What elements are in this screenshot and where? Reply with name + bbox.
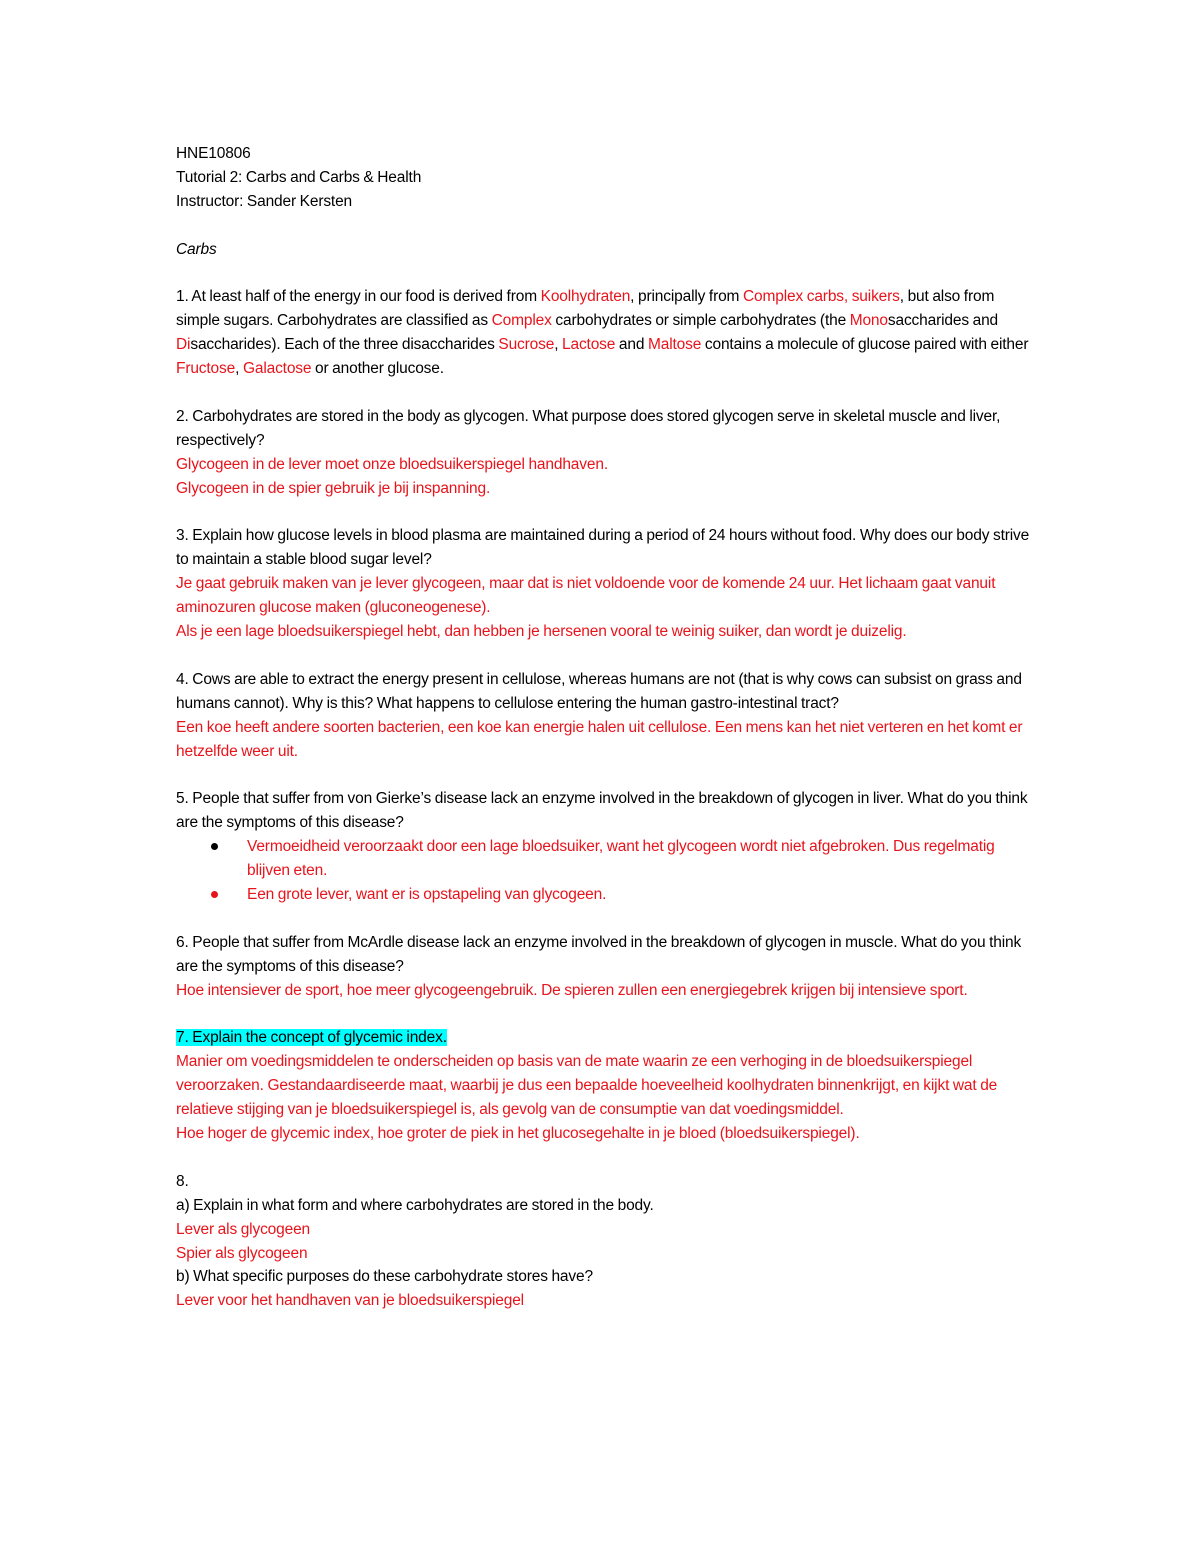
answer-5-list	[176, 835, 1036, 907]
question-8a: a) Explain in what form and where carbohydrates are stored in the body.	[176, 1196, 654, 1214]
answer-3-line: Als je een lage bloedsuikerspiegel hebt, dan hebben je hersenen vooral te weinig suiker, dan wordt je duizelig.	[176, 623, 907, 641]
answer-1f: Sucrose	[498, 336, 555, 354]
answer-1j: Galactose	[242, 360, 312, 378]
bullet-icon	[211, 891, 218, 898]
answer-3-line: Je gaat gebruik maken van je lever glycogeen, maar dat is niet voldoende voor de komende 24 uur. Het lichaam gaat vanuit aminozuren glucose maken (gluconeogenese).	[176, 575, 996, 617]
answer-7-line: Manier om voedingsmiddelen te onderscheiden op basis van de mate waarin ze een verhoging in de bloedsuikerspiegel veroorzaken. Gestandaardiseerde maat, waarbij je dus een bepaalde hoeveelheid koolhydraten binnenkrijgt, en kijkt wat de relatieve stijging van je bloedsuikerspiegel is, als gevolg van de consumptie van dat voedingsmiddel.	[176, 1053, 998, 1119]
answer-8a-line: Spier als glycogeen	[176, 1244, 308, 1262]
answer-1i: Fructose	[176, 360, 236, 378]
answer-1a: Koolhydraten	[540, 288, 631, 306]
list-item: Een grote lever, want er is opstapeling van glycogeen.	[176, 883, 1036, 907]
answer-4: Een koe heeft andere soorten bacterien, een koe kan energie halen uit cellulose. Een mens kan het niet verteren en het komt er hetzelfde weer uit.	[176, 718, 1023, 760]
question-6: 6. People that suffer from McArdle disease lack an enzyme involved in the breakdown of glycogen in muscle. What do you think are the symptoms of this disease?	[176, 933, 1022, 975]
section-heading: Carbs	[176, 240, 217, 258]
question-4: 4. Cows are able to extract the energy present in cellulose, whereas humans are not (that is why cows can subsist on grass and humans cannot). Why is this? What happens to cellulose entering the human gastro-intestinal tract?	[176, 670, 1022, 712]
answer-8b: Lever voor het handhaven van je bloedsuikerspiegel	[176, 1292, 524, 1310]
question-5: 5. People that suffer from von Gierke’s disease lack an enzyme involved in the breakdown of glycogen in liver. What do you think are the symptoms of this disease?	[176, 790, 1028, 832]
question-8b: b) What specific purposes do these carbohydrate stores have?	[176, 1268, 593, 1286]
bullet-icon	[211, 843, 218, 850]
highlighted-question: 7. Explain the concept of glycemic index.	[176, 1029, 447, 1047]
question-7	[176, 1026, 1036, 1050]
list-item: Vermoeidheid veroorzaakt door een lage bloedsuiker, want het glycogeen wordt niet afgebroken. Dus regelmatig blijven eten.	[176, 835, 1036, 883]
answer-6: Hoe intensiever de sport, hoe meer glycogeengebruik. De spieren zullen een energiegebrek krijgen bij intensieve sport.	[176, 981, 968, 999]
question-8-number: 8.	[176, 1172, 189, 1190]
answer-2-line: Glycogeen in de spier gebruik je bij inspanning.	[176, 479, 491, 497]
answer-1e: Di	[176, 336, 191, 354]
answer-1d: Mono	[849, 312, 888, 330]
question-2: 2. Carbohydrates are stored in the body as glycogen. What purpose does stored glycogen serve in skeletal muscle and liver, respectively?	[176, 407, 1001, 449]
tutorial-title: Tutorial 2: Carbs and Carbs & Health	[176, 168, 422, 186]
instructor-line: Instructor: Sander Kersten	[176, 192, 353, 210]
question-3: 3. Explain how glucose levels in blood plasma are maintained during a period of 24 hours without food. Why does our body strive to maintain a stable blood sugar level?	[176, 527, 1030, 569]
document-page	[176, 142, 1036, 1313]
question-1: 1. At least half of the energy in our food is derived from Koolhydraten, principally from Complex carbs, suikers, but also from simple sugars. Carbohydrates are classified as Complex carbohydrates or simple carbohydrates (the Monosaccharides and Disaccharides). Each of the three disaccharides Sucrose, Lactose and Maltose contains a molecule of glucose paired with either Fructose, Galactose or another glucose.	[176, 288, 1029, 378]
answer-1c: Complex	[491, 312, 552, 330]
answer-2-line: Glycogeen in de lever moet onze bloedsuikerspiegel handhaven.	[176, 455, 608, 473]
answer-1h: Maltose	[648, 336, 702, 354]
answer-8a-line: Lever als glycogeen	[176, 1220, 311, 1238]
answer-7-line: Hoe hoger de glycemic index, hoe groter de piek in het glucosegehalte in je bloed (bloedsuikerspiegel).	[176, 1125, 860, 1143]
answer-1b: Complex carbs, suikers	[742, 288, 900, 306]
answer-1g: Lactose	[562, 336, 616, 354]
course-code: HNE10806	[176, 145, 251, 162]
